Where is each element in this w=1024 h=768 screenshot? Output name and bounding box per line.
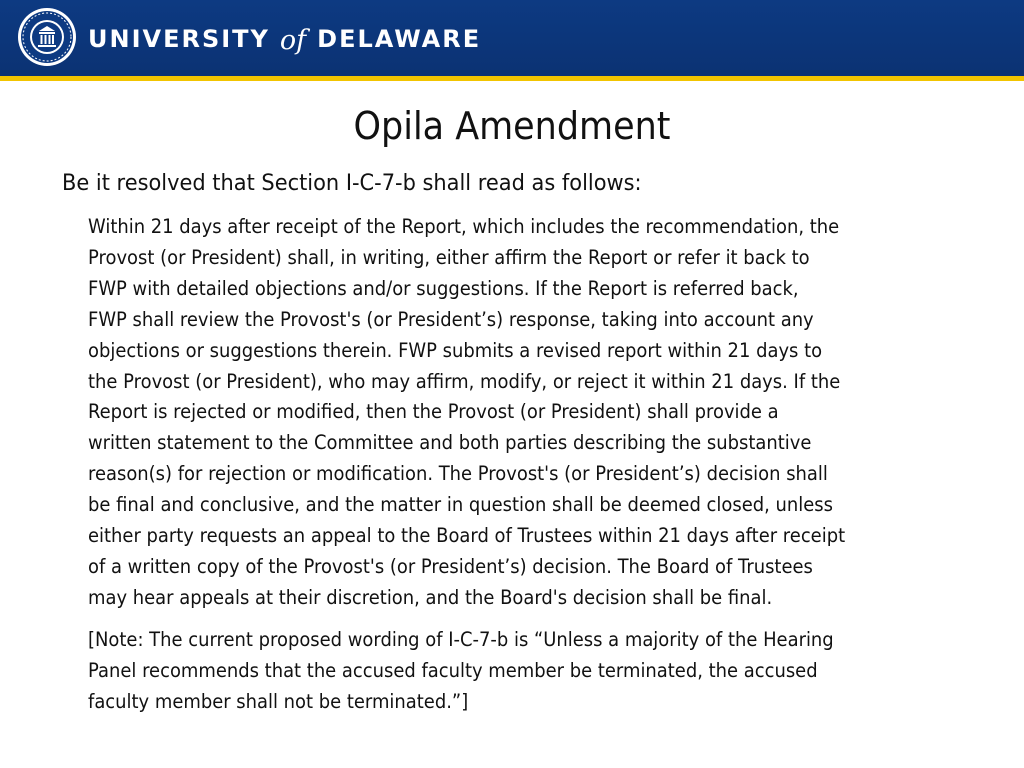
lead-statement: Be it resolved that Section I-C-7-b shall read as follows: [62, 170, 642, 196]
header-gold-rule [0, 76, 1024, 81]
text-line: FWP with detailed objections and/or suggestions. If the Report is referred back, [88, 276, 799, 300]
wordmark-delaware: DELAWARE [317, 25, 482, 53]
text-line: the Provost (or President), who may affirm, modify, or reject it within 21 days. If the [88, 369, 841, 393]
wordmark-of: of [279, 24, 307, 56]
text-line: faculty member shall not be terminated.”] [88, 689, 469, 713]
text-line: may hear appeals at their discretion, and the Board's decision shall be final. [88, 585, 773, 609]
text-line: reason(s) for rejection or modification. The Provost's (or President’s) decision shall [88, 462, 828, 486]
text-line: Panel recommends that the accused faculty member be terminated, the accused [88, 658, 818, 682]
header-bar [0, 0, 1024, 76]
university-wordmark [88, 18, 481, 60]
wordmark-university: UNIVERSITY [88, 25, 270, 53]
text-line: Provost (or President) shall, in writing, either affirm the Report or refer it back to [88, 245, 810, 269]
text-line: be final and conclusive, and the matter in question shall be deemed closed, unless [88, 493, 833, 517]
university-seal-icon [17, 7, 77, 67]
amendment-text [88, 212, 958, 614]
text-line: Report is rejected or modified, then the Provost (or President) shall provide a [88, 400, 779, 424]
text-line: of a written copy of the Provost's (or President’s) decision. The Board of Trustees [88, 554, 813, 578]
text-line: [Note: The current proposed wording of I-C-7-b is “Unless a majority of the Hearing [88, 628, 834, 651]
text-line: either party requests an appeal to the Board of Trustees within 21 days after receipt [88, 524, 846, 548]
note-text [88, 625, 958, 718]
text-line: Within 21 days after receipt of the Report, which includes the recommendation, the [88, 215, 840, 238]
text-line: written statement to the Committee and both parties describing the substantive [88, 431, 812, 455]
text-line: FWP shall review the Provost's (or President’s) response, taking into account any [88, 307, 814, 331]
text-line: objections or suggestions therein. FWP submits a revised report within 21 days to [88, 338, 823, 362]
slide-title: Opila Amendment [353, 104, 671, 148]
